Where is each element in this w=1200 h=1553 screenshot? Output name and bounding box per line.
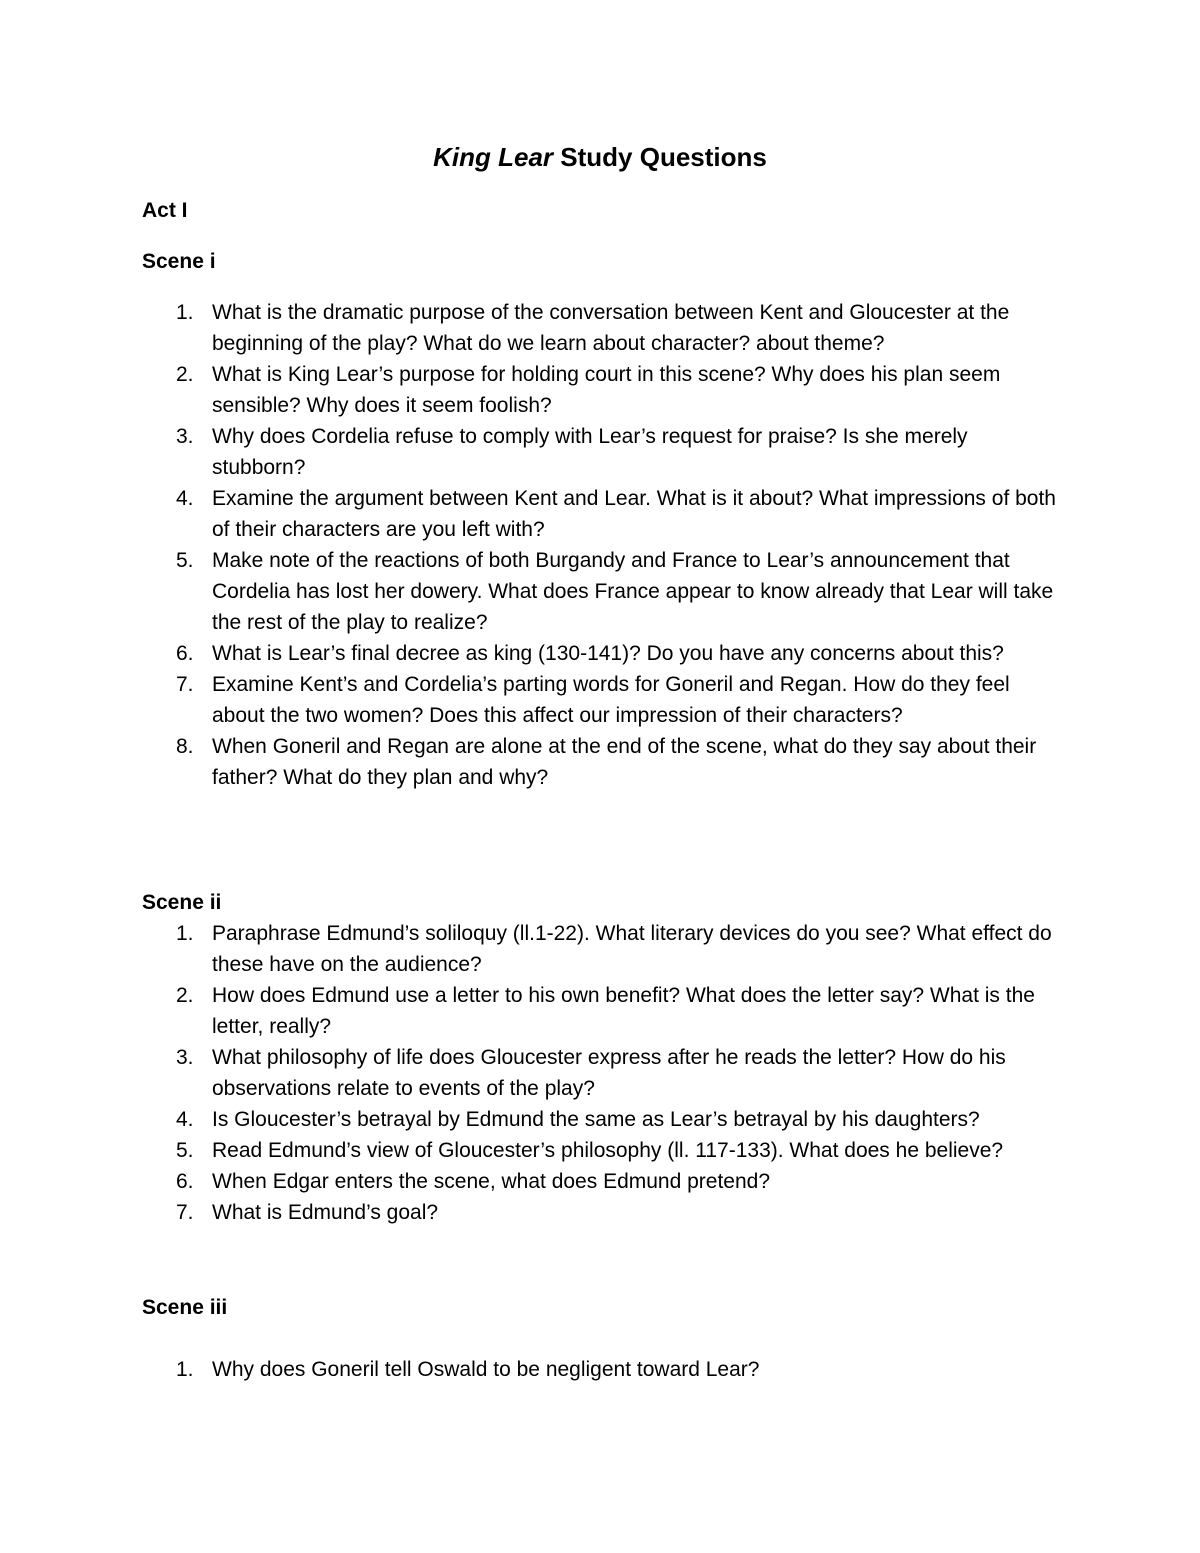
question-number: 7. xyxy=(176,1201,194,1224)
question-text: Make note of the reactions of both Burgandy and France to Lear’s announcement that Cordelia has lost her dowery. What does France appear to know already that Lear will take the rest of the play to realize? xyxy=(212,549,1054,634)
question-text: What is Edmund’s goal? xyxy=(212,1201,439,1224)
question-item xyxy=(0,1197,1062,1228)
question-number: 2. xyxy=(176,363,194,386)
question-item xyxy=(0,297,1062,359)
question-number: 3. xyxy=(176,1046,194,1069)
question-number: 1. xyxy=(176,301,194,324)
question-item xyxy=(0,918,1062,980)
question-number: 1. xyxy=(176,922,194,945)
question-item xyxy=(0,1104,1062,1135)
document-title xyxy=(0,140,1200,174)
question-item xyxy=(0,483,1062,545)
scene-iii-heading: Scene iii xyxy=(142,1296,228,1319)
question-text: What philosophy of life does Gloucester express after he reads the letter? How do his observations relate to events of the play? xyxy=(212,1046,1006,1100)
scene-i-question-list xyxy=(0,297,1200,793)
question-text: What is King Lear’s purpose for holding court in this scene? Why does his plan seem sensible? Why does it seem foolish? xyxy=(212,363,1001,417)
question-item xyxy=(0,731,1062,793)
question-number: 8. xyxy=(176,735,194,758)
question-number: 6. xyxy=(176,642,194,665)
question-number: 4. xyxy=(176,1108,194,1131)
question-number: 7. xyxy=(176,673,194,696)
question-number: 5. xyxy=(176,1139,194,1162)
question-item xyxy=(0,1354,1062,1385)
question-text: Is Gloucester’s betrayal by Edmund the same as Lear’s betrayal by his daughters? xyxy=(212,1108,980,1131)
question-number: 1. xyxy=(176,1358,194,1381)
question-number: 6. xyxy=(176,1170,194,1193)
question-number: 2. xyxy=(176,984,194,1007)
question-item xyxy=(0,638,1062,669)
question-text: What is Lear’s final decree as king (130-141)? Do you have any concerns about this? xyxy=(212,642,1004,665)
question-text: How does Edmund use a letter to his own benefit? What does the letter say? What is the letter, really? xyxy=(212,984,1035,1038)
question-text: When Edgar enters the scene, what does Edmund pretend? xyxy=(212,1170,771,1193)
question-number: 5. xyxy=(176,549,194,572)
question-text: What is the dramatic purpose of the conversation between Kent and Gloucester at the beginning of the play? What do we learn about character? about theme? xyxy=(212,301,1010,355)
scene-ii-heading: Scene ii xyxy=(142,891,222,914)
question-item xyxy=(0,1135,1062,1166)
question-item xyxy=(0,669,1062,731)
question-text: Why does Goneril tell Oswald to be negligent toward Lear? xyxy=(212,1358,760,1381)
question-text: Paraphrase Edmund’s soliloquy (ll.1-22). What literary devices do you see? What effect do these have on the audience? xyxy=(212,922,1052,976)
act-heading: Act I xyxy=(142,199,188,222)
question-text: Why does Cordelia refuse to comply with Lear’s request for praise? Is she merely stubborn? xyxy=(212,425,968,479)
question-item xyxy=(0,1166,1062,1197)
question-number: 3. xyxy=(176,425,194,448)
question-item xyxy=(0,1042,1062,1104)
question-text: Examine Kent’s and Cordelia’s parting words for Goneril and Regan. How do they feel about the two women? Does this affect our impression of their characters? xyxy=(212,673,1010,727)
scene-ii-question-list xyxy=(0,918,1200,1228)
scene-i-heading: Scene i xyxy=(142,250,216,273)
title-rest: Study Questions xyxy=(553,142,767,172)
question-text: Read Edmund’s view of Gloucester’s philosophy (ll. 117-133). What does he believe? xyxy=(212,1139,1004,1162)
question-text: Examine the argument between Kent and Lear. What is it about? What impressions of both of their characters are you left with? xyxy=(212,487,1056,541)
title-play-name: King Lear xyxy=(433,142,554,172)
question-item xyxy=(0,980,1062,1042)
question-number: 4. xyxy=(176,487,194,510)
question-text: When Goneril and Regan are alone at the end of the scene, what do they say about their father? What do they plan and why? xyxy=(212,735,1037,789)
question-item xyxy=(0,421,1062,483)
scene-iii-question-list xyxy=(0,1354,1200,1385)
question-item xyxy=(0,545,1062,638)
question-item xyxy=(0,359,1062,421)
